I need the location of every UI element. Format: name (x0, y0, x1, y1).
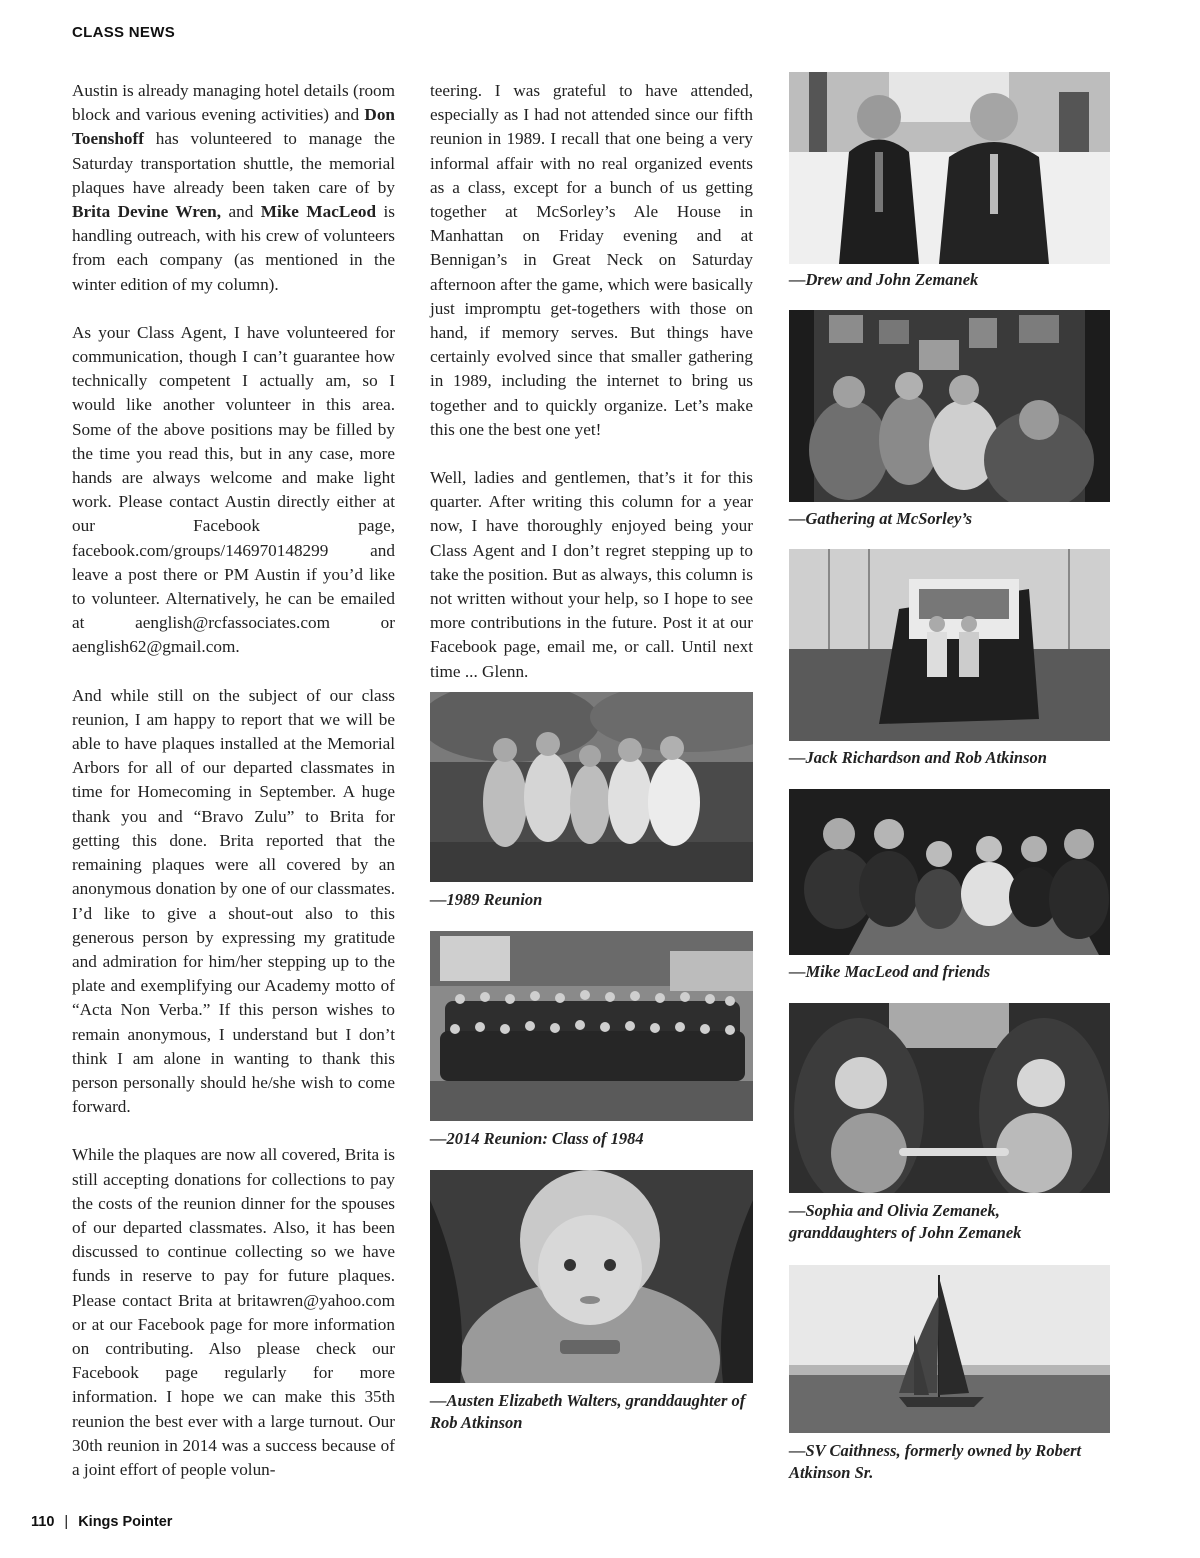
paragraph: Well, ladies and gentlemen, that’s it for this quarter. After writing this column for a year now, I have thoroughly enjoyed being your Class Agent and I don’t regret stepping up to take the position. But as always, this column is not written without your help, so I hope to see more contributions in the future. Post it at our Facebook page, email me, or call. Until next time ... Glenn. (430, 468, 753, 681)
caption-mcsorleys: —Gathering at McSorley’s (789, 509, 973, 528)
caption-sophia-olivia: —Sophia and Olivia Zemanek, granddaughters of John Zemanek (789, 1201, 1022, 1242)
caption-2014-reunion: —2014 Reunion: Class of 1984 (430, 1129, 644, 1148)
page-number: 110 (31, 1514, 55, 1530)
photo-jack-rob-boat (789, 549, 1110, 741)
photo-drew-john-zemanek (789, 72, 1110, 264)
caption-mike-macleod: —Mike MacLeod and friends (789, 962, 991, 981)
paragraph: And while still on the subject of our class reunion, I am happy to report that we will be able to have plaques installed at the Memorial Arbors for all of our departed classmates in time for Homecoming in September. A huge thank you and “Bravo Zulu” to Brita for getting this done. Brita reported that the remaining plaques were all covered by an anonymous donation by one of our classmates. I’d like to give a shout-out also to this generous person by expressing my gratitude and admiration for him/her stepping up to the plate and exemplifying our Academy motto of “Acta Non Verba.” If this person wishes to remain anonymous, I understand but I don’t think I am alone in wanting to thank this person personally should he/she wish to come forward. (72, 685, 395, 1117)
name-don-toenshoff: Don Toenshoff (72, 105, 395, 149)
article-column-2 (430, 79, 753, 708)
name-brita-devine-wren: Brita Devine Wren, (72, 202, 222, 222)
paragraph: As your Class Agent, I have volunteered for communication, though I can’t guarantee how technically competent I actually am, so I would like another volunteer in this area. Some of the above positions may be filled by the time you read this, but in any case, more hands are always welcome and make light work. Please contact Austin directly either at our Facebook page, facebook.com/groups/146970148299 and leave a post there or PM Austin if you’d like to volunteer. Alternatively, he can be emailed at aenglish@rcfassociates.com or aenglish62@gmail.com. (72, 322, 395, 657)
photo-mike-macleod-friends (789, 789, 1110, 955)
photo-austen-walters (430, 1170, 753, 1383)
caption-austen-walters: —Austen Elizabeth Walters, granddaughter of Rob Atkinson (430, 1391, 746, 1432)
paragraph: teering. I was grateful to have attended, especially as I had not attended since our fifth reunion in 1989. I recall that one being a very informal affair with no real organized events as a class, except for a bunch of us getting together at McSorley’s Ale House in Manhattan on Friday evening and at Bennigan’s in Great Neck on Saturday afternoon after the game, which were basically just impromptu get-togethers with those on hand, if memory serves. But things have certainly evolved since that smaller gathering in 1989, including the internet to bring us together and to quickly organize. Let’s make this one the best one yet! (430, 81, 753, 439)
photo-1989-reunion (430, 692, 753, 882)
magazine-name: Kings Pointer (78, 1514, 173, 1530)
section-label: CLASS NEWS (72, 24, 176, 41)
page-footer (31, 1514, 172, 1530)
paragraph: While the plaques are now all covered, Brita is still accepting donations for collections to pay the costs of the reunion dinner for the spouses of our departed classmates. Also, it has been discussed to continue collecting so we have funds in reserve to pay for future plaques. Please contact Brita at britawren@yahoo.com or at our Facebook page for more information on contributing. Also please check our Facebook page regularly for more information. I hope we can make this 35th reunion the best ever with a large turnout. Our 30th reunion in 2014 was a success because of a joint effort of people volun- (72, 1145, 395, 1479)
article-column-1 (72, 79, 395, 1506)
caption-drew-john-zemanek: —Drew and John Zemanek (789, 270, 979, 289)
caption-1989-reunion: —1989 Reunion (430, 890, 543, 909)
photo-2014-reunion (430, 931, 753, 1121)
photo-mcsorleys (789, 310, 1110, 502)
photo-sv-caithness (789, 1265, 1110, 1433)
photo-sophia-olivia (789, 1003, 1110, 1193)
paragraph: Austin is already managing hotel details (room block and various evening activities) and Don Toenshoff has volunteered to manage the Saturday transportation shuttle, the memorial plaques have already been taken care of by Brita Devine Wren, and Mike MacLeod is handling outreach, with his crew of volunteers from each company (as mentioned in the winter edition of my column). (72, 81, 395, 294)
caption-sv-caithness: —SV Caithness, formerly owned by Robert Atkinson Sr. (789, 1441, 1082, 1482)
caption-jack-rob: —Jack Richardson and Rob Atkinson (789, 748, 1047, 767)
footer-separator: | (64, 1514, 69, 1530)
name-mike-macleod: Mike MacLeod (260, 202, 377, 222)
